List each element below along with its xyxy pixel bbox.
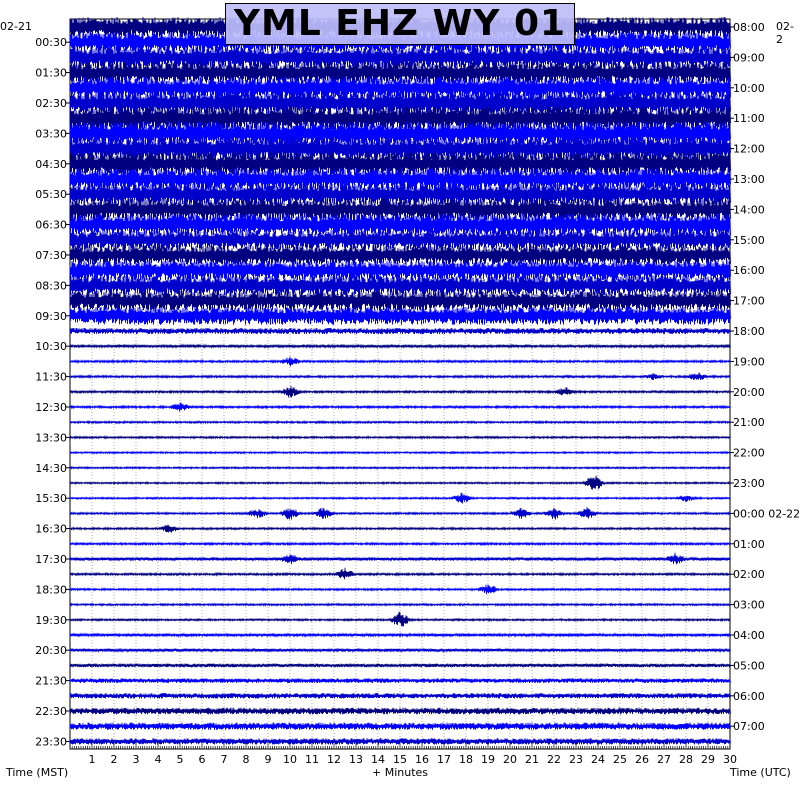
left-time-axis [35,36,70,748]
x-tick-label: 4 [154,753,162,766]
left-tick-label: 18:30 [35,583,67,597]
left-tick-label: 13:30 [35,431,67,445]
left-tick-label: 08:30 [35,279,67,293]
left-date-label: 02-21 [0,20,32,33]
left-tick-label: 03:30 [35,127,67,141]
x-tick-label: 2 [110,753,118,766]
right-tick-label: 19:00 [733,355,765,369]
right-tick-label: 22:00 [733,446,765,460]
right-tick-label: 10:00 [733,81,765,95]
right-tick-label: 21:00 [733,416,765,430]
right-tick-label: 07:00 [733,720,765,734]
left-tick-label: 15:30 [35,492,67,506]
x-tick-label: 23 [569,753,583,766]
x-tick-label: 17 [437,753,451,766]
left-tick-label: 07:30 [35,249,67,262]
right-tick-label: 00:00 02-22 [733,507,800,521]
x-tick-label: 29 [701,753,715,766]
right-tick-label: 18:00 [733,325,765,338]
left-tick-label: 05:30 [35,188,67,202]
right-tick-label: 04:00 [733,629,765,642]
x-tick-label: 11 [305,753,319,766]
right-tick-label: 05:00 [733,659,765,673]
x-tick-label: 3 [132,753,140,766]
right-time-axis [730,21,800,733]
right-tick-label: 11:00 [733,112,765,126]
chart-title: YML EHZ WY 01 [225,3,575,45]
x-tick-label: 30 [723,753,737,766]
right-tick-label: 16:00 [733,264,765,278]
left-tick-label: 17:30 [35,553,67,566]
left-tick-label: 04:30 [35,157,67,171]
left-tick-label: 12:30 [35,401,67,414]
right-tick-label: 20:00 [733,385,765,399]
x-tick-label: 16 [415,753,429,766]
trace-line [70,649,731,652]
right-tick-label: 06:00 [733,689,765,703]
right-date-label: 02-2 [776,20,794,46]
x-tick-label: 15 [393,753,407,766]
left-tick-label: 19:30 [35,613,67,627]
x-tick-label: 8 [242,753,250,766]
right-tick-label: 17:00 [733,294,765,308]
x-tick-label: 9 [264,753,272,766]
right-tick-label: 23:00 [733,477,765,490]
left-tick-label: 00:30 [35,36,67,50]
left-tick-label: 02:30 [35,97,67,110]
x-tick-label: 7 [220,753,228,766]
right-tick-label: 01:00 [733,537,765,551]
left-tick-label: 11:30 [35,370,67,384]
x-tick-label: 18 [459,753,473,766]
x-tick-label: 19 [481,753,495,766]
right-tick-label: 02:00 [733,568,765,582]
right-tick-label: 14:00 [733,203,765,217]
x-tick-label: 26 [635,753,649,766]
left-tick-label: 21:30 [35,674,67,688]
x-tick-label: 27 [657,753,671,766]
left-tick-label: 09:30 [35,309,67,323]
x-tick-label: 28 [679,753,693,766]
trace-line [70,421,731,423]
left-tick-label: 20:30 [35,644,67,658]
x-tick-label: 24 [591,753,605,766]
right-tick-label: 12:00 [733,142,765,156]
x-tick-label: 6 [198,753,206,766]
left-axis-label: Time (MST) [6,766,69,779]
left-tick-label: 10:30 [35,340,67,354]
x-axis-label: + Minutes [372,766,429,779]
x-tick-label: 13 [349,753,363,766]
x-tick-label: 20 [503,753,517,766]
right-tick-label: 09:00 [733,51,765,65]
x-tick-label: 14 [371,753,385,766]
x-tick-label: 10 [283,753,297,766]
right-tick-label: 13:00 [733,173,765,186]
right-tick-label: 03:00 [733,598,765,612]
left-tick-label: 14:30 [35,461,67,475]
left-tick-label: 23:30 [35,735,67,749]
left-tick-label: 22:30 [35,705,67,718]
x-tick-label: 25 [613,753,627,766]
left-tick-label: 16:30 [35,522,67,536]
right-axis-label: Time (UTC) [730,766,791,779]
left-tick-label: 01:30 [35,66,67,80]
right-tick-label: 08:00 [733,21,765,34]
left-tick-label: 06:30 [35,218,67,232]
x-tick-label: 12 [327,753,341,766]
right-tick-label: 15:00 [733,233,765,247]
x-tick-label: 21 [525,753,539,766]
x-tick-label: 1 [88,753,96,766]
x-tick-label: 22 [547,753,561,766]
x-tick-label: 5 [176,753,184,766]
